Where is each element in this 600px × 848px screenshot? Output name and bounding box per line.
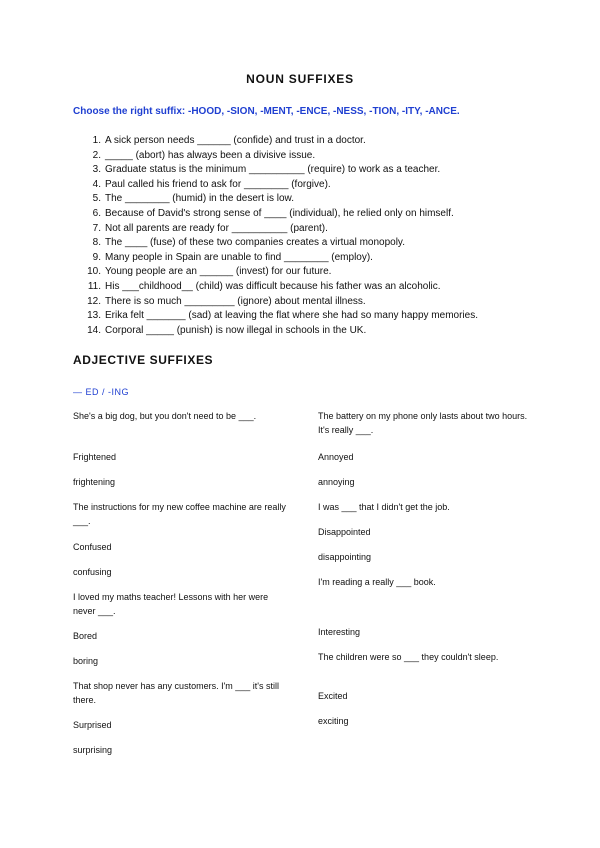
noun-item [73,134,543,149]
exercise-line: The children were so ___ they couldn't sleep. [318,652,499,662]
exercise-line: surprising [73,745,113,755]
exercise-line: frightening [73,477,116,487]
item-text: Paul called his friend to ask for ________ (forgive). [105,178,331,190]
exercise-line: Confused [73,542,112,552]
item-text: Young people are an ______ (invest) for our future. [105,266,332,278]
exercise-line: I'm reading a really ___ book. [318,577,436,587]
noun-item [73,295,543,310]
item-text: Erika felt _______ (sad) at leaving the flat where she had so many happy memories. [105,310,478,322]
exercise-line: The instructions for my new coffee machine are really ___. [73,502,286,526]
exercise-line: Frightened [73,452,117,462]
exercise-line: boring [73,656,99,666]
exercise-line: Annoyed [318,452,354,462]
item-text: The ________ (humid) in the desert is low. [105,193,294,205]
item-number: 2. [92,149,101,161]
item-text: _____ (abort) has always been a divisive issue. [105,149,316,161]
noun-item [73,236,543,251]
exercise-line: She's a big dog, but you don't need to be ___. [73,411,257,421]
noun-item [73,222,543,237]
item-number: 5. [92,193,101,205]
exercise-line: Excited [318,691,348,701]
exercise-line: I loved my maths teacher! Lessons with her were never ___. [73,592,269,616]
item-text: Because of David's strong sense of ____ (individual), he relied only on himself. [105,207,454,219]
item-number: 6. [92,207,101,219]
item-number: 12. [87,295,101,307]
item-text: Corporal _____ (punish) is now illegal in schools in the UK. [105,324,367,336]
item-number: 4. [92,178,101,190]
item-text: A sick person needs ______ (confide) and trust in a doctor. [105,135,366,146]
noun-item [73,324,543,339]
exercise-line: Disappointed [318,527,371,537]
item-text: Not all parents are ready for __________ (parent). [105,222,328,234]
item-number: 13. [87,310,101,322]
noun-item [73,178,543,193]
instruction-text: Choose the right suffix: -HOOD, -SION, -MENT, -ENCE, -NESS, -TION, -ITY, -ANCE. [73,106,460,117]
exercise-line: Surprised [73,720,112,730]
exercise-line: The battery on my phone only lasts about two hours. It's really ___. [318,411,528,435]
exercise-line: annoying [318,477,355,487]
exercise-line: I was ___ that I didn't get the job. [318,502,450,512]
ed-ing-subheading: — ED / -ING [73,387,130,397]
noun-item [73,149,543,164]
item-number: 1. [92,135,101,146]
item-number: 8. [92,237,101,249]
item-number: 11. [87,280,101,292]
item-number: 7. [92,222,101,234]
item-text: The ____ (fuse) of these two companies creates a virtual monopoly. [105,237,405,249]
noun-item [73,265,543,280]
item-number: 9. [92,251,101,263]
noun-item [73,251,543,266]
exercise-line: Bored [73,631,98,641]
noun-item [73,309,543,324]
item-text: Graduate status is the minimum __________ (require) to work as a teacher. [105,164,441,176]
noun-item [73,192,543,207]
noun-suffix-list [73,134,543,338]
item-text: His ___childhood__ (child) was difficult because his father was an alcoholic. [105,280,441,292]
exercise-line: exciting [318,716,349,726]
adjective-heading: ADJECTIVE SUFFIXES [73,353,214,367]
noun-item [73,207,543,222]
item-number: 10. [87,266,101,278]
exercise-line: Interesting [318,627,361,637]
exercise-line: confusing [73,567,112,577]
noun-item [73,280,543,295]
item-number: 14. [87,324,101,336]
page-title: NOUN SUFFIXES [246,72,354,86]
item-number: 3. [92,164,101,176]
exercise-line: disappointing [318,552,372,562]
item-text: Many people in Spain are unable to find ________ (employ). [105,251,373,263]
noun-item [73,163,543,178]
exercise-line: That shop never has any customers. I'm ___ it's still there. [73,681,280,705]
item-text: There is so much _________ (ignore) about mental illness. [105,295,366,307]
